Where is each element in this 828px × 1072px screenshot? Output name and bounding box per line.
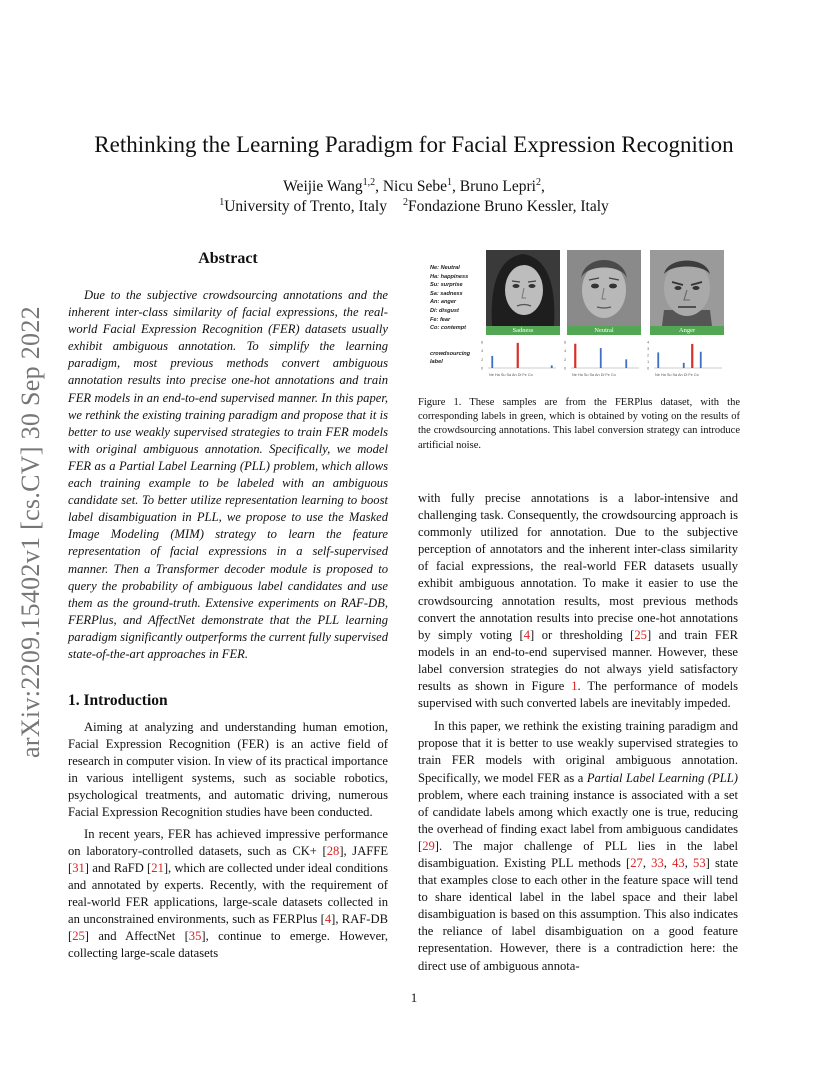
y-tick-label: 1: [647, 359, 650, 364]
author-name: Bruno Lepri: [459, 178, 536, 195]
body-text: ] and RaFD [: [84, 860, 152, 875]
y-tick-label: 4: [647, 339, 650, 345]
body-text: In this paper, we rethink the existing training paradigm and propose that it is better to use weakly supervised strategies to train FER models with original ambiguous annotation. Specifically, we model FER as a: [418, 719, 738, 785]
legend-entry: Sa: sadness: [430, 290, 463, 297]
author-separator: ,: [452, 178, 460, 195]
body-text: ] state that examples close to each other in the feature space will tend to share identical label in the label space and their label disambiguation is based on this assumption. This also indicates the reliance of label disambiguation on a good feature representation. However, there is a contradiction here: the direct use of ambiguous annota-: [418, 855, 739, 973]
author-affiliation-marker: 1: [447, 176, 452, 188]
citation-link[interactable]: 4: [324, 912, 332, 927]
abstract-heading: Abstract: [198, 250, 258, 267]
bar: [691, 344, 693, 368]
body-text: ], which are collected under ideal conditions and annotated by experts. Recently, with the requirement of real-world FER applications, large-scale datasets collected in an unconstrained environments, such as FERPlus [: [68, 860, 389, 927]
y-tick-label: 6: [564, 339, 567, 345]
bar: [600, 348, 602, 368]
citation-link[interactable]: 53: [693, 855, 706, 870]
label-tag-sadness: Sadness: [486, 326, 560, 335]
legend-entry: Co: contempt: [430, 325, 467, 332]
x-tick-labels: Ne Ha Su Sa An Di Fe Co: [572, 373, 616, 377]
y-tick-label: 0: [564, 365, 567, 371]
figure-1: [428, 250, 738, 380]
y-tick-label: 4: [564, 348, 567, 354]
face-image-neutral: [567, 250, 641, 326]
body-text: ], JAFFE [: [68, 843, 389, 875]
crowdsourcing-label-caption: crowdsourcing label: [430, 351, 471, 365]
y-tick-label: 2: [647, 352, 650, 358]
abstract-text: Due to the subjective crowdsourcing annotations and the inherent inter-class similarity of facial expressions, the real-world Facial Expression Recognition (FER) datasets usually exhibit ambiguous annotation. To simplify the learning paradigm, most previous methods convert ambiguous annotation results into precise one-hot annotations and train FER models in an end-to-end supervised manner. In this paper, we rethink the existing training paradigm and propose that it is better to use weakly supervised strategies to train FER models with original ambiguous annotation. Specifically, we model FER as a Partial Label Learning (PLL) problem, which allows each training example to be labeled with an ambiguous candidate set. To better utilize representation learning to boost label disambiguation in PLL, we propose to use the Masked Image Modeling (MIM) strategy to learn the feature representation of facial expressions in a self-supervised manner. Then a Transformer decoder module is proposed to query the probability of ambiguous label candidates and use them as the ground-truth. Extensive experiments on RAF-DB, FERPlus, and AffectNet demonstrate that the PLL learning paradigm significantly outperforms the current fully supervised state-of-the-art approaches in FER.: [68, 288, 388, 661]
y-tick-label: 2: [481, 356, 484, 362]
label-tag-neutral: Neutral: [567, 326, 641, 335]
body-text: ,: [642, 855, 652, 870]
citation-link[interactable]: 25: [634, 627, 647, 642]
legend-entry: Di: disgust: [430, 307, 459, 314]
citation-link[interactable]: 27: [630, 855, 643, 870]
legend-entry: Ha: happiness: [430, 273, 469, 280]
face-image-sadness: [486, 250, 560, 326]
body-text: ] and AffectNet [: [84, 929, 189, 944]
body-text: ,: [663, 855, 673, 870]
citation-link[interactable]: 25: [72, 929, 85, 944]
y-tick-label: 6: [481, 339, 484, 345]
citation-link[interactable]: 35: [188, 929, 202, 944]
author-affiliation-marker: 1,2: [362, 176, 376, 188]
affiliation-marker: 1: [219, 196, 225, 208]
bar: [491, 356, 493, 368]
figure-caption: Figure 1. These samples are from the FERPlus dataset, with the corresponding labels in green, which is obtained by voting on the results of the crowdsourcing annotations. This label conversion strategy can introduce artificial noise.: [418, 397, 740, 451]
legend-entry: Ne: Neutral: [430, 265, 460, 271]
citation-link[interactable]: 28: [326, 843, 340, 858]
bar: [574, 344, 576, 368]
face-image-anger: [650, 250, 724, 326]
citation-link[interactable]: 43: [672, 855, 685, 870]
bar: [683, 363, 685, 368]
citation-link[interactable]: 33: [651, 855, 664, 870]
affiliation-marker: 2: [402, 196, 408, 208]
body-text: In recent years, FER has achieved impressive performance on laboratory-controlled datasets, such as CK+ [: [68, 826, 388, 858]
body-text: Aiming at analyzing and understanding human emotion, Facial Expression Recognition (FER) is an active field of research in computer vision. In view of its practical importance in various intelligent systems, such as sociable robotics, psychological treatments, and automatic driving, numerous Facial Expression Recognition studies have been conducted.: [68, 720, 388, 820]
body-text: ]. The major challenge of PLL lies in the label disambiguation. Existing PLL methods [: [418, 838, 738, 870]
legend-entry: Su: surprise: [430, 282, 463, 289]
y-tick-label: 0: [647, 365, 650, 371]
legend-entry: Fe: fear: [430, 316, 451, 323]
citation-link[interactable]: 21: [151, 860, 164, 875]
author-affiliation-marker: 2: [535, 176, 541, 188]
bar-chart-neutral: [563, 338, 643, 380]
affiliation-name: University of Trento, Italy: [224, 198, 387, 215]
citation-link[interactable]: 29: [422, 838, 435, 853]
author-list: [60, 178, 768, 196]
body-text: ], continue to emerge. However, collecting large-scale datasets: [68, 929, 388, 961]
bar-chart-sadness: [480, 338, 560, 380]
label-tag-anger: Anger: [650, 326, 724, 335]
author-separator: ,: [375, 178, 383, 195]
bar: [517, 343, 519, 368]
introduction-left-column: [68, 719, 388, 962]
body-text: ] and train FER models in an end-to-end supervised manner. However, these label conversion strategies do not always yield satisfactory results as shown in Figure: [418, 627, 738, 694]
body-text: ,: [684, 855, 694, 870]
body-text: ], RAF-DB [: [68, 912, 388, 944]
bar: [700, 352, 702, 368]
citation-link[interactable]: 4: [523, 627, 531, 642]
paragraph: [418, 490, 738, 712]
paragraph: [418, 718, 738, 974]
bar: [551, 365, 553, 368]
author-name: Weijie Wang: [283, 178, 363, 195]
legend-entry: An: anger: [430, 299, 457, 306]
bar: [625, 359, 627, 368]
paragraph: [68, 826, 388, 963]
y-tick-label: 0: [481, 365, 484, 371]
y-tick-label: 3: [647, 346, 650, 351]
paragraph: [68, 719, 388, 822]
body-text: ] or thresholding [: [530, 627, 635, 642]
emphasis-text: Partial Label Learning (PLL): [586, 770, 738, 785]
body-text: . The performance of models supervised with such converted labels are inevitably impeded.: [418, 679, 738, 711]
x-tick-labels: Ne Ha Su Sa An Di Fe Co: [655, 373, 699, 377]
body-text: with fully precise annotations is a labor-intensive and challenging task. Consequently, the crowdsourcing approach is commonly utilized for annotation. Due to the subjective perception of annotators and the inherent inter-class similarity of facial expressions, the real-world FER datasets usually exhibit ambiguous annotation. To make it easier to use the crowdsourcing annotation results, most previous methods convert the annotation results into precise one-hot annotations by simply voting [: [418, 491, 738, 642]
affiliation-list: [60, 198, 768, 216]
introduction-heading: 1. Introduction: [68, 692, 168, 709]
arxiv-identifier: arXiv:2209.15402v1 [cs.CV] 30 Sep 2022: [16, 306, 45, 758]
x-tick-labels: Ne Ha Su Sa An Di Fe Co: [489, 373, 533, 377]
citation-link[interactable]: 1: [571, 679, 578, 694]
affiliation-name: Fondazione Bruno Kessler, Italy: [407, 198, 609, 215]
citation-link[interactable]: 31: [72, 860, 85, 875]
introduction-right-column: [418, 490, 738, 975]
author-name: Nicu Sebe: [382, 178, 447, 195]
page-number: 1: [410, 990, 418, 1005]
bar: [657, 352, 659, 368]
bar-chart-anger: [646, 338, 726, 380]
y-tick-label: 4: [481, 348, 484, 354]
paper-title: Rethinking the Learning Paradigm for Facial Expression Recognition: [94, 132, 734, 157]
body-text: problem, where each training instance is associated with a set of candidate labels among which exactly one is true, reducing the overhead of finding exact label from ambiguous candidates [: [418, 787, 738, 853]
y-tick-label: 2: [564, 356, 567, 362]
expression-legend: [430, 264, 468, 333]
author-separator: ,: [540, 178, 545, 195]
